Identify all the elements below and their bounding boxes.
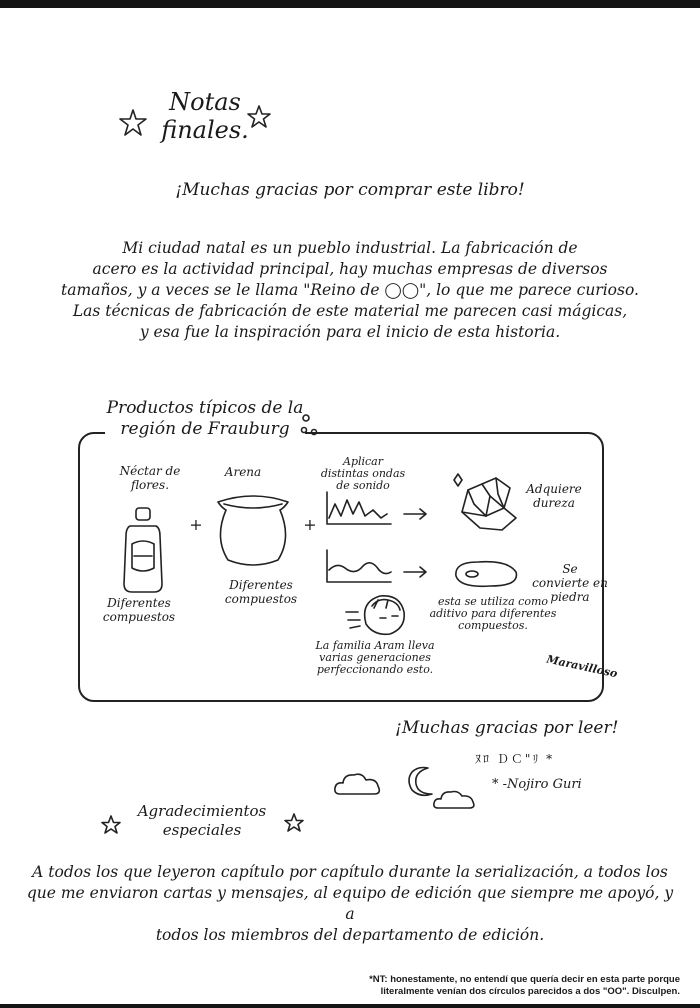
stone-label: Se convierte en piedra [532,562,608,604]
family-label: La familia Aram lleva varias generaciones perfeccionando esto. [315,639,435,676]
acknowledgements-heading: Agradecimientos especiales [137,802,267,839]
star-outline-icon [100,814,122,836]
translator-note-line: *NT: honestamente, no entendí que quería decir en esta parte porque [369,974,680,985]
hardness-label: Adquiere dureza [526,482,582,510]
plus-sign: + [303,515,317,534]
maravilloso-stamp: Maravilloso [545,652,619,681]
cloud-icon [332,770,384,798]
sand-sack-icon [210,488,296,570]
star-outline-icon [118,108,148,138]
bubbles-icon [298,412,324,438]
thanks-reading: ¡Muchas gracias por leer! [395,718,619,738]
arrow-right-icon [402,566,428,578]
dedication-line: que me enviaron cartas y mensajes, al equipo de edición que siempre me apoyó, y a [26,884,674,923]
plus-sign: + [189,515,203,534]
intro-line: acero es la actividad principal, hay muchas empresas de diversos [92,260,608,278]
crystal-cluster-icon [452,472,524,534]
sound-wave-graph-icon [325,490,393,528]
translator-note [340,974,680,998]
bottom-border [0,1004,700,1008]
cloud-icon [432,788,478,812]
arena-label: Arena [224,465,262,479]
author-name: * -Nojiro Guri [492,777,582,792]
bottle-compounds-label: Diferentes compuestos [102,596,176,624]
dedication-line: todos los miembros del departamento de edición. [155,926,545,944]
dedication-paragraph [20,862,680,946]
translator-note-line: literalmente venían dos círculos parecidos a dos "OO". Disculpen. [380,986,680,997]
diagram-title: Productos típicos de la región de Frauburg [106,398,304,439]
sound-wave-graph-icon [325,548,393,584]
page-title: Notas finales. [161,88,249,144]
star-outline-icon [246,104,272,130]
author-signature: ﾇﾛ ＤＣ"ﾘ * [475,752,555,766]
intro-line: Las técnicas de fabricación de este material me parecen casi mágicas, [72,302,628,320]
star-outline-icon [283,812,305,834]
intro-line: Mi ciudad natal es un pueblo industrial. La fabricación de [122,239,578,257]
additive-label: esta se utiliza como aditivo para diferentes compuestos. [429,595,557,632]
sleeping-character-icon [338,584,416,638]
arrow-right-icon [402,508,428,520]
intro-line: tamaños, y a veces se le llama "Reino de ◯◯", lo que me parece curioso. [61,281,639,299]
intro-paragraph [30,238,670,343]
thanks-purchase: ¡Muchas gracias por comprar este libro! [175,180,525,200]
sand-compounds-label: Diferentes compuestos [224,578,298,606]
nectar-label: Néctar de flores. [119,464,181,492]
perfume-bottle-icon [118,506,168,596]
intro-line: y esa fue la inspiración para el inicio de esta historia. [139,323,561,341]
sound-waves-label: Aplicar distintas ondas de sonido [320,455,406,492]
dedication-line: A todos los que leyeron capítulo por capítulo durante la serialización, a todos los [32,863,668,881]
top-border [0,0,700,8]
stone-icon [450,558,522,590]
